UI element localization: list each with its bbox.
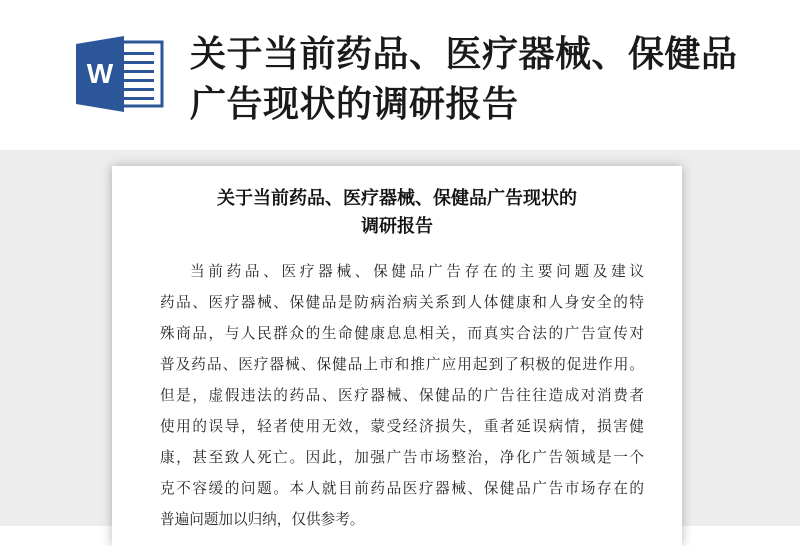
body-line: 使用的误导，轻者使用无效，蒙受经济损失，重者延误病情，损害健: [160, 418, 644, 435]
body-line: 普及药品、医疗器械、保健品上市和推广应用起到了积极的促进作用。: [160, 356, 644, 373]
document-title-line-2: 调研报告: [361, 216, 433, 237]
page-title: 关于当前药品、医疗器械、保健品广告现状的调研报告: [190, 34, 738, 125]
body-line: 当前药品、医疗器械、保健品广告存在的主要问题及建议: [190, 263, 644, 280]
document-body: [160, 256, 644, 535]
header: [0, 0, 800, 150]
word-icon-letter: W: [86, 58, 114, 89]
document-page: [112, 166, 682, 546]
body-line: 殊商品，与人民群众的生命健康息息相关，而真实合法的广告宣传对: [160, 325, 644, 342]
word-document-icon: [74, 34, 166, 114]
body-line: 克不容缓的问题。本人就目前药品医疗器械、保健品广告市场存在的: [160, 480, 644, 497]
body-line: 普遍问题加以归纳，仅供参考。: [160, 511, 365, 528]
document-title-line-1: 关于当前药品、医疗器械、保健品广告现状的: [217, 188, 577, 209]
document-title: [112, 185, 682, 241]
body-line: 但是，虚假违法的药品、医疗器械、保健品的广告往往造成对消费者: [160, 387, 644, 404]
body-line: 药品、医疗器械、保健品是防病治病关系到人体健康和人身安全的特: [160, 294, 644, 311]
body-line: 康，甚至致人死亡。因此，加强广告市场整治，净化广告领域是一个: [160, 449, 644, 466]
